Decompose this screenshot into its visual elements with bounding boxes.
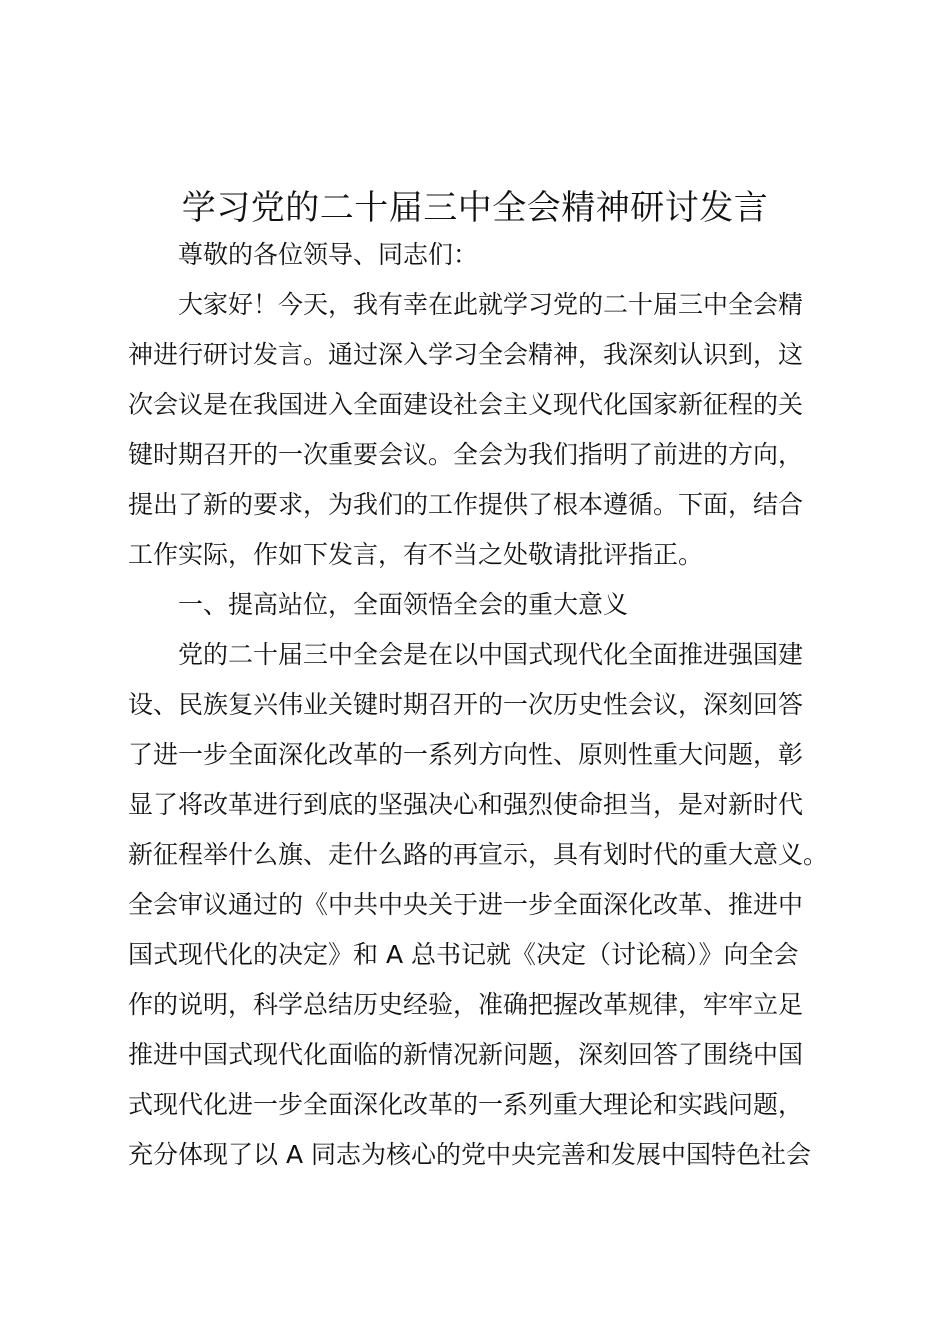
intro-line: 提出了新的要求，为我们的工作提供了根本遵循。下面，结合 bbox=[128, 490, 804, 519]
body-line: 作的说明，科学总结历史经验，准确把握改革规律，牢牢立足 bbox=[128, 990, 804, 1019]
document-title: 学习党的二十届三中全会精神研讨发言 bbox=[181, 188, 769, 228]
body-line: 推进中国式现代化面临的新情况新问题，深刻回答了围绕中国 bbox=[128, 1040, 804, 1069]
body-line: 式现代化进一步全面深化改革的一系列重大理论和实践问题， bbox=[128, 1090, 804, 1119]
body-line: 党的二十届三中全会是在以中国式现代化全面推进强国建 bbox=[178, 640, 804, 669]
intro-line: 键时期召开的一次重要会议。全会为我们指明了前进的方向， bbox=[128, 440, 804, 469]
intro-line: 次会议是在我国进入全面建设社会主义现代化国家新征程的关 bbox=[128, 390, 804, 419]
intro-line: 大家好！今天，我有幸在此就学习党的二十届三中全会精 bbox=[178, 290, 804, 319]
body-line: 显了将改革进行到底的坚强决心和强烈使命担当，是对新时代 bbox=[128, 790, 804, 819]
body-line: 国式现代化的决定》和 A 总书记就《决定（讨论稿）》向全会 bbox=[128, 940, 799, 969]
section-heading: 一、提高站位，全面领悟全会的重大意义 bbox=[178, 590, 629, 619]
body-line: 了进一步全面深化改革的一系列方向性、原则性重大问题，彰 bbox=[128, 740, 804, 769]
body-line: 充分体现了以 A 同志为核心的党中央完善和发展中国特色社会 bbox=[128, 1140, 811, 1169]
intro-line: 工作实际，作如下发言，有不当之处敬请批评指正。 bbox=[128, 540, 704, 569]
salutation: 尊敬的各位领导、同志们： bbox=[178, 240, 479, 269]
intro-line: 神进行研讨发言。通过深入学习全会精神，我深刻认识到，这 bbox=[128, 340, 804, 369]
body-line: 设、民族复兴伟业关键时期召开的一次历史性会议，深刻回答 bbox=[128, 690, 804, 719]
body-line: 全会审议通过的《中共中央关于进一步全面深化改革、推进中 bbox=[128, 890, 804, 919]
body-line: 新征程举什么旗、走什么路的再宣示，具有划时代的重大意义。 bbox=[128, 840, 829, 869]
